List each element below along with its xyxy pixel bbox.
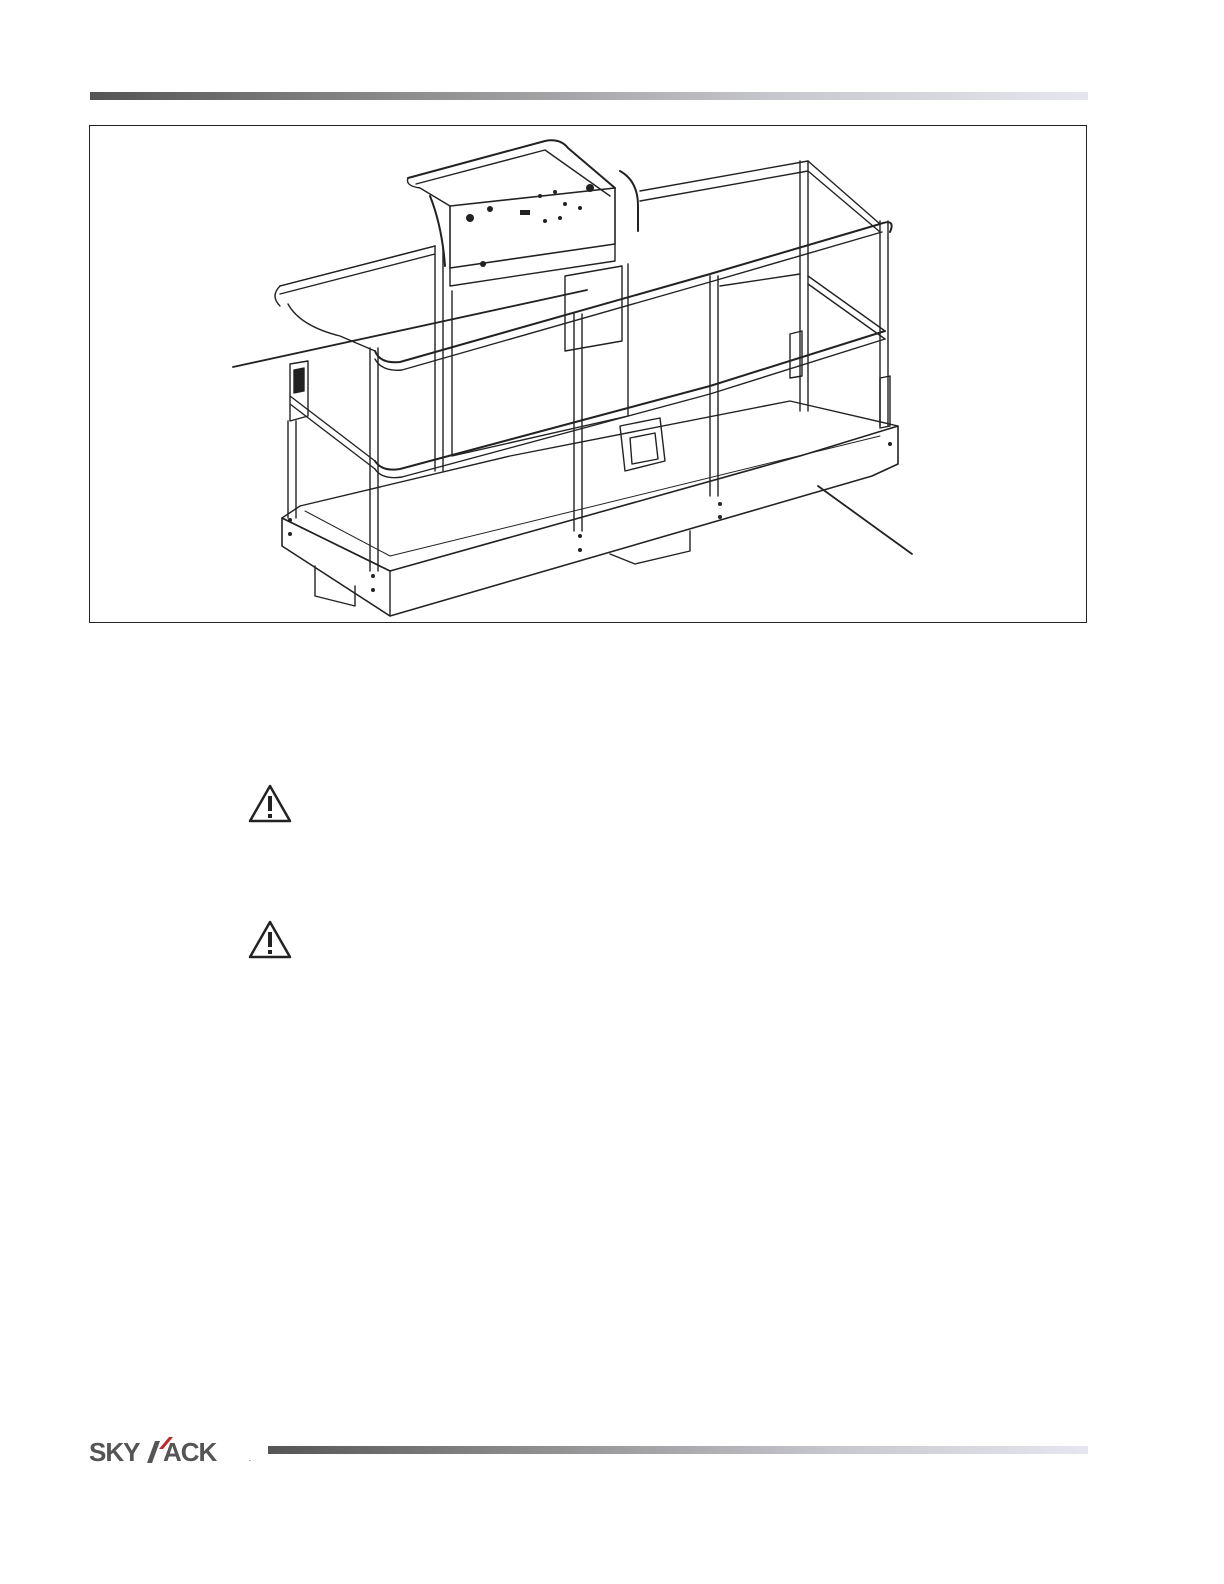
- svg-text:ACK: ACK: [163, 1437, 217, 1465]
- skyjack-logo-mark: [89, 1437, 261, 1465]
- figure-frame: [89, 125, 1087, 623]
- platform-basket-drawing: [90, 126, 1086, 622]
- svg-text:.: .: [249, 1457, 251, 1463]
- warning-triangle-icon: [248, 920, 292, 960]
- header-rule: [90, 92, 1088, 100]
- warning-triangle-icon: [248, 784, 292, 824]
- skyjack-logo: [89, 1438, 261, 1464]
- svg-text:SKY: SKY: [89, 1437, 140, 1465]
- footer-rule: [268, 1446, 1088, 1454]
